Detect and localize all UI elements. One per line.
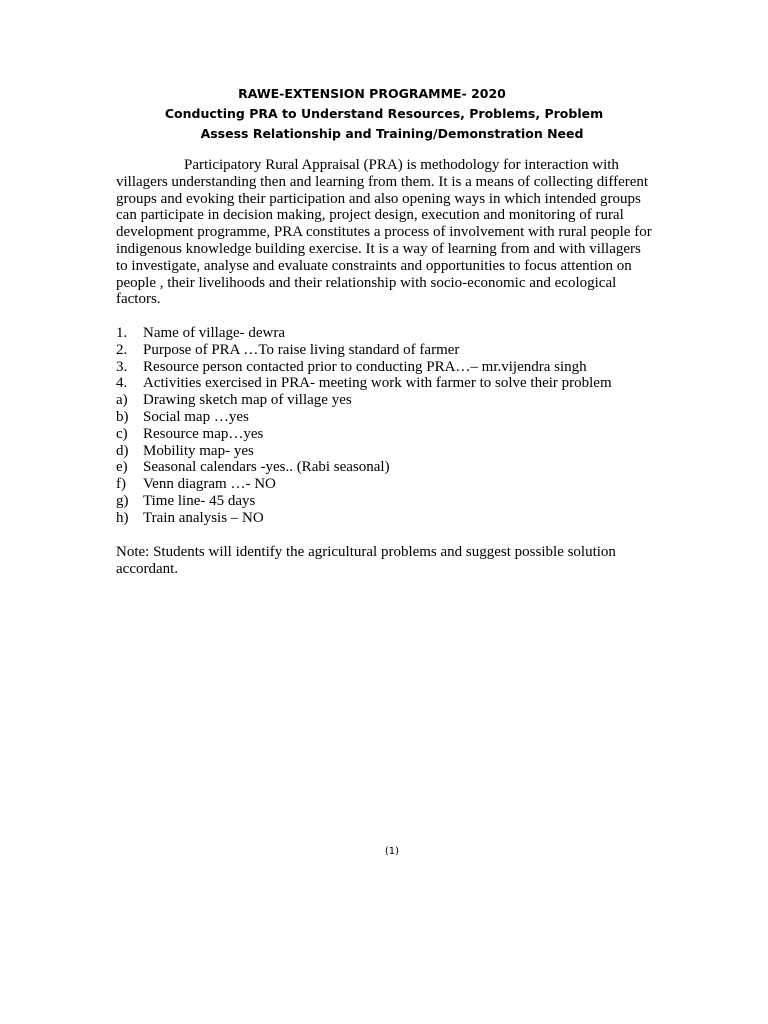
list-item xyxy=(116,409,612,426)
list-marker: b) xyxy=(116,408,129,425)
document-subtitle-line-1: Conducting PRA to Understand Resources, Problems, Problem xyxy=(164,106,604,121)
list-item-text: Venn diagram …- NO xyxy=(143,476,276,493)
list-item-text: Drawing sketch map of village yes xyxy=(143,392,352,409)
list-item-text: Time line- 45 days xyxy=(143,492,256,509)
list-item-text: Mobility map- yes xyxy=(143,442,254,459)
list-item-text: Resource person contacted prior to conducting PRA…– mr.vijendra singh xyxy=(143,358,587,375)
list-item-text: Train analysis – NO xyxy=(143,509,264,526)
list-item-text: Activities exercised in PRA- meeting work with farmer to solve their problem xyxy=(143,375,612,392)
list-item-text: Resource map…yes xyxy=(143,425,264,442)
list-marker: g) xyxy=(116,492,129,509)
list-item-text: Social map …yes xyxy=(143,408,249,425)
list-item xyxy=(116,443,612,460)
list-item xyxy=(116,510,612,527)
list-marker: f) xyxy=(116,476,126,493)
list-marker: e) xyxy=(116,459,128,476)
list-item-text: Purpose of PRA …To raise living standard of farmer xyxy=(143,341,460,358)
list-item xyxy=(116,476,612,493)
list-item xyxy=(116,392,612,409)
list-marker: 2. xyxy=(116,341,128,358)
list-marker: h) xyxy=(116,509,129,526)
list-item-text: Name of village- dewra xyxy=(143,325,286,341)
intro-paragraph: Participatory Rural Appraisal (PRA) is methodology for interaction with villagers understanding then and learning from them. It is a means of collecting different groups and evoking their participation and also opening ways in which intended groups can participate in decision making, project design, execution and monitoring of rural development programme, PRA constitutes a process of involvement with rural people for indigenous knowledge building exercise. It is a way of learning from and with villagers to investigate, analyse and evaluate constraints and opportunities to focus attention on people , their livelihoods and their relationship with socio-economic and ecological factors. xyxy=(116,157,652,308)
list-item xyxy=(116,342,612,359)
list-item xyxy=(116,459,612,476)
document-subtitle-line-2: Assess Relationship and Training/Demonstration Need xyxy=(200,126,584,141)
list-item xyxy=(116,493,612,510)
page-number: (1) xyxy=(384,846,400,857)
list-marker: 3. xyxy=(116,358,128,375)
list-marker: 4. xyxy=(116,375,128,392)
list-marker: 1. xyxy=(116,325,128,341)
list-marker: a) xyxy=(116,392,128,409)
activity-list xyxy=(116,325,612,527)
list-item xyxy=(116,375,612,392)
list-item xyxy=(116,325,612,342)
note-paragraph: Note: Students will identify the agricultural problems and suggest possible solution accordant. xyxy=(116,544,616,577)
list-marker: d) xyxy=(116,442,129,459)
document-title: RAWE-EXTENSION PROGRAMME- 2020 xyxy=(238,86,506,101)
list-item xyxy=(116,359,612,376)
list-marker: c) xyxy=(116,425,128,442)
list-item-text: Seasonal calendars -yes.. (Rabi seasonal) xyxy=(143,459,390,476)
list-item xyxy=(116,426,612,443)
